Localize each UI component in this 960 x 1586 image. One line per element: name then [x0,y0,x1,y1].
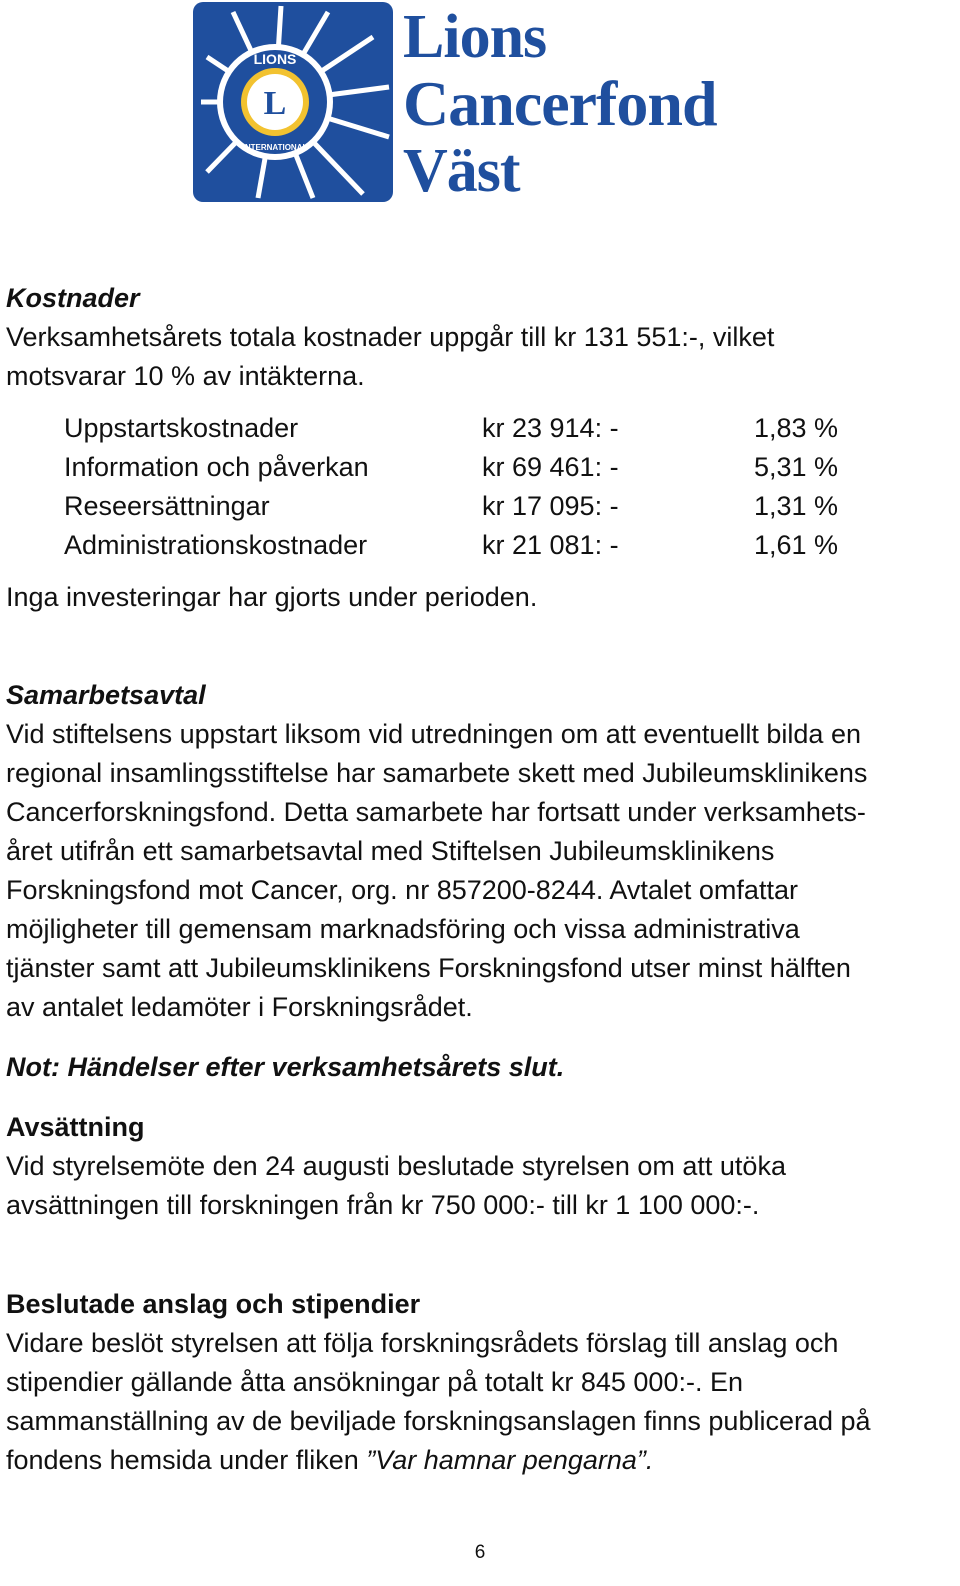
cost-percent: 5,31 % [753,452,838,482]
cost-amount: kr 69 461: - [482,452,619,482]
avsattning-heading: Avsättning [6,1112,145,1142]
samarbetsavtal-line: Vid stiftelsens uppstart liksom vid utredningen om att eventuellt bilda en [6,719,861,749]
anslag-line: Vidare beslöt styrelsen att följa forskningsrådets förslag till anslag och [6,1328,839,1358]
cost-percent: 1,83 % [753,413,838,443]
svg-text:LIONS: LIONS [253,51,297,67]
kostnader-line: motsvarar 10 % av intäkterna. [6,361,365,391]
anslag-heading: Beslutade anslag och stipendier [6,1289,421,1319]
kostnader-heading: Kostnader [6,283,140,313]
cost-percent: 1,61 % [753,530,838,560]
cost-amount: kr 17 095: - [482,491,619,521]
anslag-line: stipendier gällande åtta ansökningar på totalt kr 845 000:-. En [6,1367,743,1397]
anslag-line: sammanställning av de beviljade forskningsanslagen finns publicerad på [6,1406,871,1436]
cost-row [64,487,854,526]
kostnader-line: Verksamhetsårets totala kostnader uppgår till kr 131 551:-, vilket [6,322,775,352]
avsattning-line: Vid styrelsemöte den 24 augusti beslutade styrelsen om att utöka [6,1151,786,1181]
anslag-line-prefix: fondens hemsida under fliken [6,1445,367,1475]
svg-text:L: L [263,85,287,122]
samarbetsavtal-line: möjligheter till gemensam marknadsföring och vissa administrativa [6,914,800,944]
samarbetsavtal-line: året utifrån ett samarbetsavtal med Stiftelsen Jubileumsklinikens [6,836,775,866]
cost-label: Administrationskostnader [64,530,368,560]
page-number: 6 [474,1542,486,1563]
kostnader-note: Inga investeringar har gjorts under perioden. [6,582,538,612]
avsattning-line: avsättningen till forskningen från kr 750 000:- till kr 1 100 000:-. [6,1190,760,1220]
cost-table [64,409,854,565]
tab-reference: ”Var hamnar pengarna”. [366,1445,654,1475]
not-heading: Not: Händelser efter verksamhetsårets slut. [6,1052,565,1082]
samarbetsavtal-line: av antalet ledamöter i Forskningsrådet. [6,992,473,1022]
cost-row [64,448,854,487]
cost-percent: 1,31 % [753,491,838,521]
cost-row [64,409,854,448]
samarbetsavtal-heading: Samarbetsavtal [6,680,206,710]
samarbetsavtal-line: regional insamlingsstiftelse har samarbete skett med Jubileumsklinikens [6,758,868,788]
samarbetsavtal-line: Cancerforskningsfond. Detta samarbete har fortsatt under verksamhets- [6,797,866,827]
samarbetsavtal-line: tjänster samt att Jubileumsklinikens Forskningsfond utser minst hälften [6,953,851,983]
logo-text-line1: Lions [403,3,547,71]
logo-text-line3: Väst [403,137,520,205]
cost-label: Uppstartskostnader [64,413,299,443]
cost-row [64,526,854,565]
cost-label: Reseersättningar [64,491,270,521]
logo [193,2,727,205]
anslag-line [6,1441,952,1480]
cost-amount: kr 21 081: - [482,530,619,560]
cost-label: Information och påverkan [64,452,369,482]
svg-text:INTERNATIONAL: INTERNATIONAL [242,143,308,152]
samarbetsavtal-line: Forskningsfond mot Cancer, org. nr 857200-8244. Avtalet omfattar [6,875,798,905]
logo-text-line2: Cancerfond [403,68,717,139]
cost-amount: kr 23 914: - [482,413,619,443]
lions-emblem-icon [193,2,393,202]
